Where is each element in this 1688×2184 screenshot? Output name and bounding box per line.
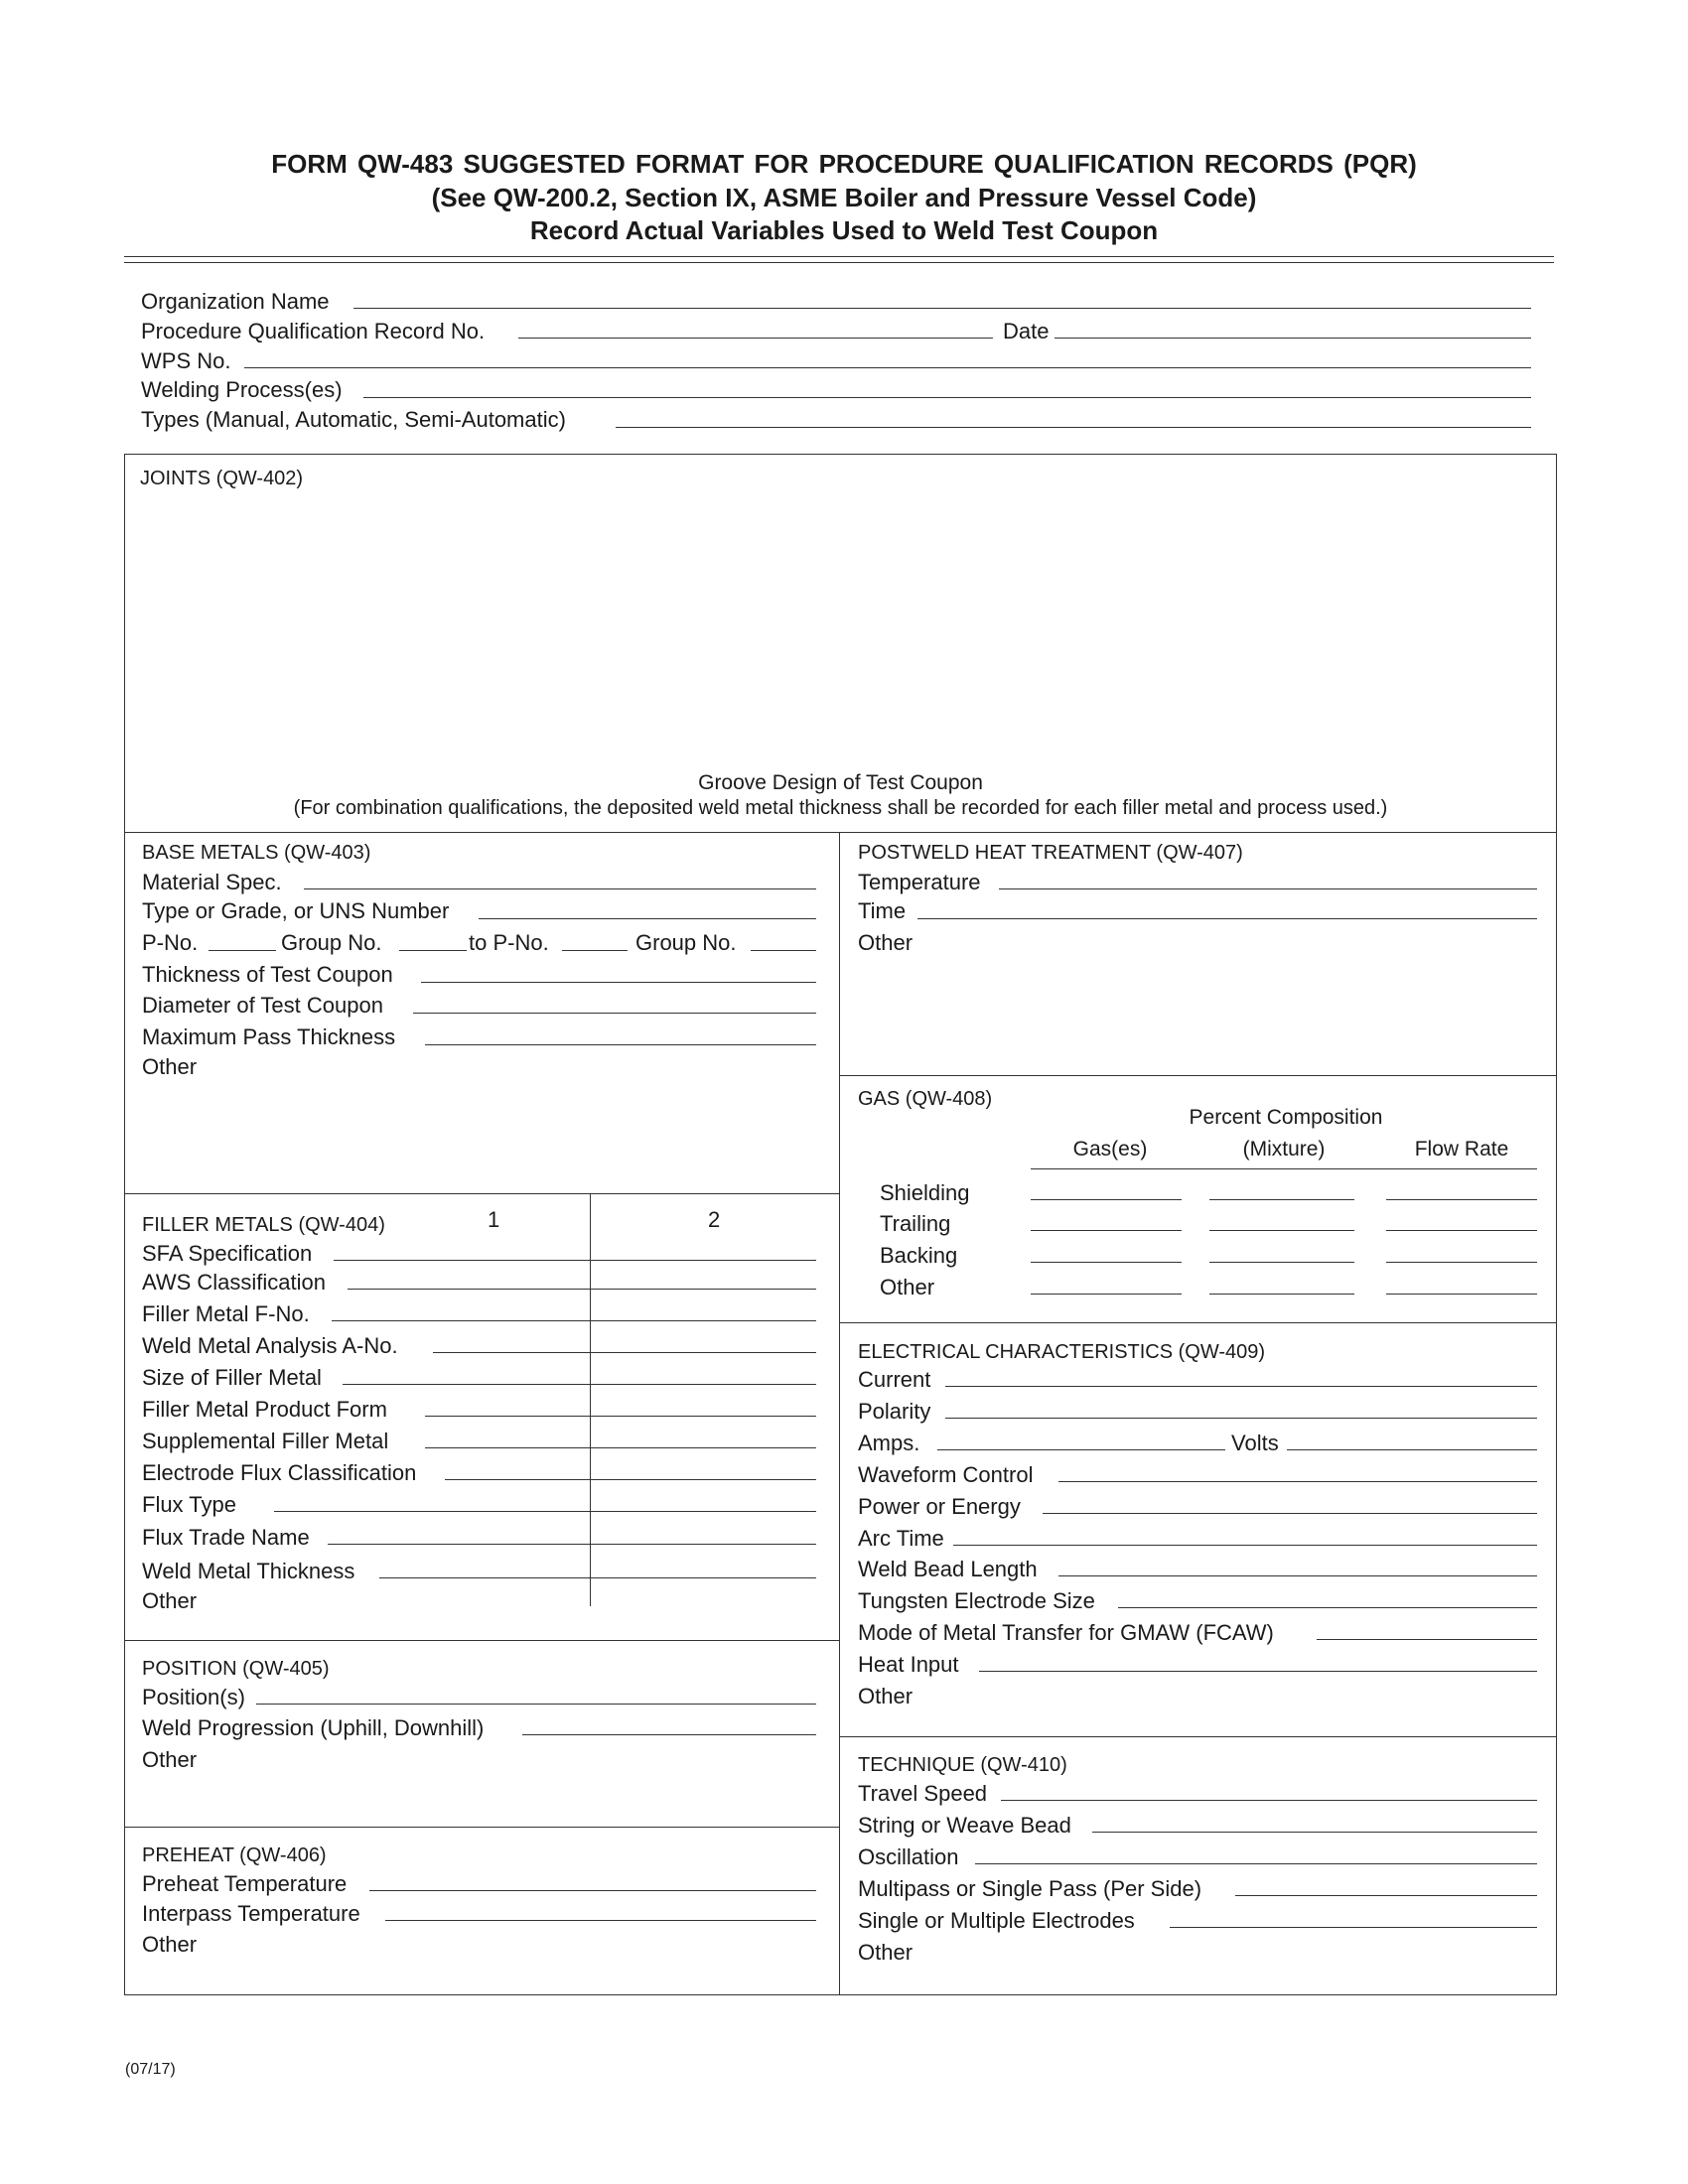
filler-item-label: Supplemental Filler Metal xyxy=(142,1429,389,1453)
gas-col-flow-label: Flow Rate xyxy=(1414,1138,1509,1160)
wps-no-field[interactable] xyxy=(244,367,1531,368)
gas-heading: GAS (QW-408) xyxy=(858,1088,993,1110)
technique-item-field[interactable] xyxy=(1170,1927,1537,1928)
pqr-no-label: Procedure Qualification Record No. xyxy=(141,319,486,343)
filler-item-label: Electrode Flux Classification xyxy=(142,1460,417,1485)
organization-name-field[interactable] xyxy=(353,308,1531,309)
type-grade-field[interactable] xyxy=(479,918,816,919)
material-spec-field[interactable] xyxy=(304,888,816,889)
filler-item-field[interactable] xyxy=(328,1544,816,1545)
technique-item-label: Single or Multiple Electrodes xyxy=(858,1908,1135,1933)
filler-item-label: AWS Classification xyxy=(142,1270,327,1295)
electrical-other-label: Other xyxy=(858,1684,914,1708)
divider-filler-position xyxy=(124,1640,839,1641)
gas-row-field[interactable] xyxy=(1386,1199,1537,1200)
electrical-item-field[interactable] xyxy=(979,1671,1537,1672)
electrical-item-field[interactable] xyxy=(1043,1513,1537,1514)
combination-note: (For combination qualifications, the deposited weld metal thickness shall be recorded for each filler metal and process used.) xyxy=(293,797,1388,819)
filler-item-field[interactable] xyxy=(425,1416,816,1417)
form-subtitle: (See QW-200.2, Section IX, ASME Boiler and Pressure Vessel Code) xyxy=(431,183,1257,212)
electrical-item-label: Waveform Control xyxy=(858,1462,1034,1487)
gas-row-field[interactable] xyxy=(1031,1199,1182,1200)
gas-row-field[interactable] xyxy=(1209,1262,1354,1263)
types-field[interactable] xyxy=(616,427,1531,428)
type-grade-label: Type or Grade, or UNS Number xyxy=(142,898,450,923)
electrical-item-label: Mode of Metal Transfer for GMAW (FCAW) xyxy=(858,1620,1274,1645)
gas-row-other-label: Other xyxy=(880,1275,935,1299)
to-p-no-field[interactable] xyxy=(562,950,628,951)
base-metals-other-label: Other xyxy=(142,1054,198,1079)
types-label: Types (Manual, Automatic, Semi-Automatic) xyxy=(141,407,566,432)
polarity-field[interactable] xyxy=(945,1418,1537,1419)
divider-electrical-technique xyxy=(839,1736,1557,1737)
divider-pwht-gas xyxy=(839,1075,1557,1076)
technique-item-label: String or Weave Bead xyxy=(858,1813,1071,1838)
amps-field[interactable] xyxy=(937,1449,1225,1450)
preheat-other-label: Other xyxy=(142,1932,198,1957)
revision-date: (07/17) xyxy=(125,2061,176,2078)
filler-col-1-label: 1 xyxy=(488,1207,500,1232)
gas-row-field[interactable] xyxy=(1209,1230,1354,1231)
technique-item-field[interactable] xyxy=(1092,1832,1537,1833)
electrical-item-label: Arc Time xyxy=(858,1526,944,1551)
groove-design-caption: Groove Design of Test Coupon xyxy=(698,771,983,794)
filler-item-field[interactable] xyxy=(445,1479,816,1480)
gas-row-field[interactable] xyxy=(1386,1230,1537,1231)
to-p-no-label: to P-No. xyxy=(469,930,549,955)
group-no-label: Group No. xyxy=(281,930,382,955)
group-no-2-field[interactable] xyxy=(751,950,816,951)
welding-processes-field[interactable] xyxy=(363,397,1531,398)
filler-item-field[interactable] xyxy=(379,1577,816,1578)
preheat-temp-field[interactable] xyxy=(369,1890,816,1891)
preheat-temp-label: Preheat Temperature xyxy=(142,1871,348,1896)
material-spec-label: Material Spec. xyxy=(142,870,282,894)
date-label: Date xyxy=(1003,319,1050,343)
positions-label: Position(s) xyxy=(142,1685,245,1709)
gas-row-field[interactable] xyxy=(1209,1294,1354,1295)
gas-row-field[interactable] xyxy=(1031,1262,1182,1263)
filler-item-field[interactable] xyxy=(348,1289,816,1290)
thickness-label: Thickness of Test Coupon xyxy=(142,962,393,987)
filler-item-field[interactable] xyxy=(274,1511,816,1512)
gas-row-trailing-label: Trailing xyxy=(880,1211,951,1236)
technique-item-label: Travel Speed xyxy=(858,1781,988,1806)
gas-row-backing-label: Backing xyxy=(880,1243,958,1268)
organization-name-label: Organization Name xyxy=(141,289,330,314)
pwht-temperature-label: Temperature xyxy=(858,870,981,894)
preheat-heading: PREHEAT (QW-406) xyxy=(142,1844,327,1866)
current-label: Current xyxy=(858,1367,931,1392)
gas-row-field[interactable] xyxy=(1209,1199,1354,1200)
filler-item-field[interactable] xyxy=(343,1384,816,1385)
polarity-label: Polarity xyxy=(858,1399,931,1424)
group-no-field[interactable] xyxy=(399,950,467,951)
gas-row-field[interactable] xyxy=(1031,1294,1182,1295)
group-no-2-label: Group No. xyxy=(635,930,737,955)
pwht-time-field[interactable] xyxy=(917,918,1537,919)
electrical-item-field[interactable] xyxy=(1118,1607,1537,1608)
filler-item-label: Filler Metal Product Form xyxy=(142,1397,387,1422)
filler-item-field[interactable] xyxy=(332,1320,816,1321)
form-title: FORM QW-483 SUGGESTED FORMAT FOR PROCEDURE QUALIFICATION RECORDS (PQR) xyxy=(271,149,1417,179)
electrical-item-field[interactable] xyxy=(1058,1575,1537,1576)
volts-label: Volts xyxy=(1231,1431,1279,1455)
gas-row-field[interactable] xyxy=(1386,1294,1537,1295)
gas-col-mixture-label: (Mixture) xyxy=(1242,1138,1326,1160)
percent-composition-label: Percent Composition xyxy=(1189,1106,1383,1129)
grid-center-divider xyxy=(839,832,840,1995)
electrical-item-label: Weld Bead Length xyxy=(858,1557,1038,1581)
position-heading: POSITION (QW-405) xyxy=(142,1658,330,1680)
gas-row-shielding-label: Shielding xyxy=(880,1180,970,1205)
electrical-item-label: Power or Energy xyxy=(858,1494,1021,1519)
diameter-field[interactable] xyxy=(413,1013,816,1014)
gas-col-gases-label: Gas(es) xyxy=(1072,1138,1148,1160)
thickness-field[interactable] xyxy=(421,982,816,983)
filler-item-label: Weld Metal Analysis A-No. xyxy=(142,1333,398,1358)
amps-label: Amps. xyxy=(858,1431,920,1455)
interpass-temp-field[interactable] xyxy=(385,1920,816,1921)
welding-processes-label: Welding Process(es) xyxy=(141,377,343,402)
joints-heading: JOINTS (QW-402) xyxy=(140,468,304,489)
electrical-item-field[interactable] xyxy=(1058,1481,1537,1482)
filler-item-label: Weld Metal Thickness xyxy=(142,1559,355,1583)
divider-position-preheat xyxy=(124,1827,839,1828)
technique-heading: TECHNIQUE (QW-410) xyxy=(858,1754,1067,1776)
technique-other-label: Other xyxy=(858,1940,914,1965)
filler-item-label: Size of Filler Metal xyxy=(142,1365,322,1390)
position-other-label: Other xyxy=(142,1747,198,1772)
technique-item-field[interactable] xyxy=(1001,1800,1537,1801)
technique-item-field[interactable] xyxy=(975,1863,1537,1864)
wps-no-label: WPS No. xyxy=(141,348,231,373)
positions-field[interactable] xyxy=(256,1704,816,1705)
max-pass-field[interactable] xyxy=(425,1044,816,1045)
technique-item-field[interactable] xyxy=(1235,1895,1537,1896)
pwht-heading: POSTWELD HEAT TREATMENT (QW-407) xyxy=(858,842,1243,864)
form-instruction: Record Actual Variables Used to Weld Test Coupon xyxy=(529,215,1159,245)
filler-item-field[interactable] xyxy=(433,1352,816,1353)
date-field[interactable] xyxy=(1055,338,1531,339)
electrical-item-field[interactable] xyxy=(953,1545,1537,1546)
filler-item-field[interactable] xyxy=(425,1447,816,1448)
pqr-no-field[interactable] xyxy=(518,338,993,339)
gas-row-field[interactable] xyxy=(1031,1230,1182,1231)
pwht-time-label: Time xyxy=(858,898,907,923)
p-no-label: P-No. xyxy=(142,930,199,955)
pwht-temperature-field[interactable] xyxy=(999,888,1537,889)
gas-header-rule xyxy=(1031,1168,1537,1169)
p-no-field[interactable] xyxy=(209,950,276,951)
pwht-other-label: Other xyxy=(858,930,914,955)
volts-field[interactable] xyxy=(1287,1449,1537,1450)
technique-item-label: Oscillation xyxy=(858,1844,959,1869)
progression-field[interactable] xyxy=(522,1734,816,1735)
divider-gas-electrical xyxy=(839,1322,1557,1323)
electrical-item-label: Tungsten Electrode Size xyxy=(858,1588,1095,1613)
title-rule-bottom xyxy=(124,262,1554,263)
max-pass-label: Maximum Pass Thickness xyxy=(142,1024,396,1049)
filler-col-2-label: 2 xyxy=(708,1207,721,1232)
current-field[interactable] xyxy=(945,1386,1537,1387)
diameter-label: Diameter of Test Coupon xyxy=(142,993,383,1018)
filler-item-field[interactable] xyxy=(334,1260,816,1261)
electrical-item-field[interactable] xyxy=(1317,1639,1537,1640)
filler-item-label: Filler Metal F-No. xyxy=(142,1301,310,1326)
filler-item-label: Flux Type xyxy=(142,1492,236,1517)
base-metals-heading: BASE METALS (QW-403) xyxy=(142,842,371,864)
interpass-temp-label: Interpass Temperature xyxy=(142,1901,360,1926)
filler-metals-other-label: Other xyxy=(142,1588,198,1613)
technique-item-label: Multipass or Single Pass (Per Side) xyxy=(858,1876,1202,1901)
divider-base-filler xyxy=(124,1193,839,1194)
filler-metals-heading: FILLER METALS (QW-404) xyxy=(142,1214,385,1236)
gas-row-field[interactable] xyxy=(1386,1262,1537,1263)
title-rule-top xyxy=(124,256,1554,257)
electrical-item-label: Heat Input xyxy=(858,1652,959,1677)
filler-item-label: SFA Specification xyxy=(142,1241,313,1266)
progression-label: Weld Progression (Uphill, Downhill) xyxy=(142,1715,485,1740)
filler-item-label: Flux Trade Name xyxy=(142,1525,310,1550)
electrical-heading: ELECTRICAL CHARACTERISTICS (QW-409) xyxy=(858,1341,1266,1363)
